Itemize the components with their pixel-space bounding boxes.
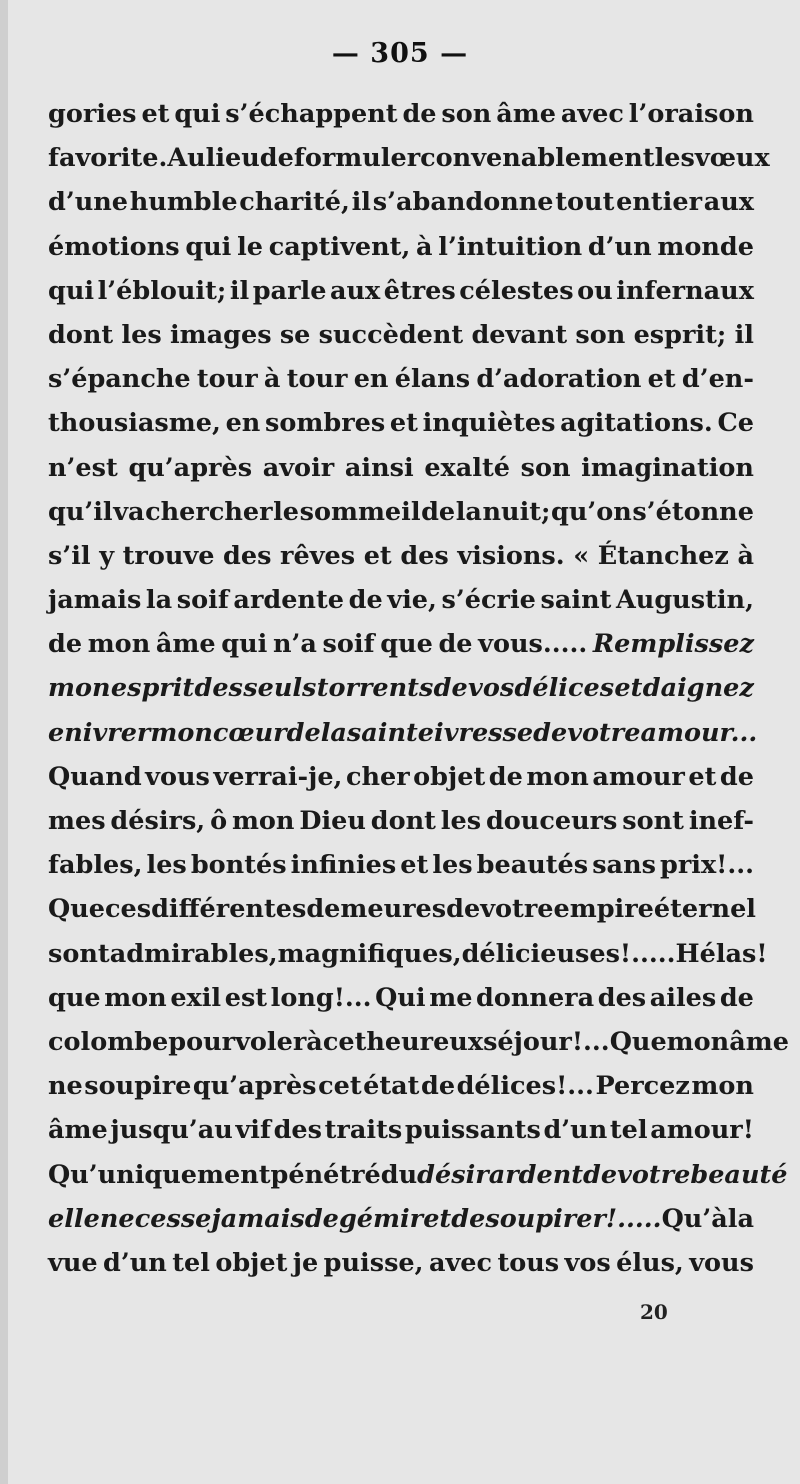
- word: s’étonne: [632, 496, 754, 527]
- word: de: [433, 673, 468, 704]
- word: ardente: [233, 585, 344, 616]
- word: d’en-: [681, 364, 754, 395]
- word: en: [353, 364, 389, 395]
- word: ou: [577, 275, 613, 306]
- word: seuls: [243, 673, 317, 704]
- text-line: [48, 1197, 754, 1241]
- word: mon: [104, 982, 167, 1013]
- word: les: [146, 850, 187, 881]
- word: âme: [729, 1026, 789, 1057]
- word: et: [141, 99, 170, 129]
- word: désir: [417, 1159, 489, 1190]
- word: Étanchez: [597, 540, 729, 571]
- word: Remplissez: [592, 629, 754, 660]
- word: son: [520, 452, 571, 483]
- word: âme: [496, 99, 556, 129]
- word: avec: [560, 99, 624, 129]
- word: et: [389, 408, 418, 439]
- word: rêves: [280, 540, 356, 571]
- word: douceurs: [485, 806, 618, 836]
- text-line: [48, 225, 754, 269]
- word: humble: [129, 187, 238, 218]
- word: inquiètes: [422, 408, 556, 439]
- word: âme: [155, 629, 216, 660]
- word: élus,: [616, 1247, 684, 1278]
- word: vie,: [387, 585, 437, 616]
- word: soif: [176, 585, 229, 616]
- word: et: [363, 540, 392, 571]
- text-line: [48, 843, 754, 887]
- word: pour: [168, 1026, 236, 1057]
- text-line: [48, 313, 754, 357]
- word: les: [121, 319, 162, 350]
- word: gories: [48, 99, 137, 129]
- word: sont: [622, 806, 684, 836]
- word: à: [263, 364, 281, 395]
- text-line: [48, 666, 754, 710]
- word: qu’il: [48, 496, 113, 527]
- word: Ce: [717, 408, 754, 439]
- text-line: [48, 92, 754, 136]
- word: amour...: [640, 717, 758, 748]
- word: à: [737, 540, 754, 571]
- word: en: [225, 408, 261, 439]
- word: ces: [104, 894, 152, 925]
- word: esprit: [110, 673, 195, 704]
- word: des: [194, 673, 243, 704]
- word: nuit;: [482, 496, 551, 527]
- text-line: [48, 401, 754, 445]
- word: agitations.: [560, 408, 713, 439]
- word: voler: [235, 1026, 307, 1057]
- word: il: [351, 187, 371, 218]
- word: je: [292, 1247, 319, 1278]
- word: Que: [48, 894, 105, 925]
- word: avoir: [262, 452, 335, 483]
- word: qui: [174, 99, 221, 129]
- word: dont: [48, 319, 114, 350]
- word: aux: [703, 187, 754, 218]
- word: et: [400, 850, 429, 881]
- word: de: [719, 761, 754, 792]
- word: prix!...: [660, 850, 754, 881]
- text-line: [48, 932, 768, 976]
- word: mon: [666, 1026, 730, 1057]
- word: convenablement: [420, 143, 655, 174]
- word: mon: [150, 717, 213, 748]
- word: mon: [87, 629, 151, 660]
- word: la: [145, 585, 173, 616]
- word: sainte: [346, 717, 435, 748]
- word: heureux: [366, 1026, 484, 1057]
- word: jamais: [211, 1203, 305, 1234]
- word: il: [734, 319, 754, 350]
- word: qui: [48, 275, 95, 306]
- word: mon: [231, 806, 295, 836]
- word: dont: [370, 806, 436, 836]
- word: y: [99, 540, 115, 571]
- word: séjour!...: [483, 1026, 610, 1057]
- word: monde: [657, 231, 754, 262]
- word: ô: [210, 806, 228, 836]
- word: admirables,: [109, 938, 278, 969]
- text-line: [48, 136, 770, 180]
- word: d’une: [48, 187, 129, 218]
- word: ardent: [488, 1159, 584, 1190]
- text-line: [48, 1241, 754, 1285]
- word: soupirer!.....: [485, 1203, 662, 1234]
- word: formuler: [293, 143, 421, 174]
- word: jamais: [48, 585, 142, 616]
- word: amour!: [650, 1115, 754, 1146]
- word: son: [441, 99, 492, 129]
- word: va: [113, 496, 145, 527]
- word: verrai-je,: [213, 761, 343, 792]
- word: célestes: [459, 275, 574, 306]
- word: l’éblouit;: [97, 275, 227, 306]
- word: Qui: [375, 982, 426, 1013]
- word: de: [48, 629, 83, 660]
- word: long!...: [270, 982, 372, 1013]
- signature-mark: 20: [640, 1300, 668, 1324]
- word: mon: [526, 761, 589, 792]
- word: les: [654, 143, 695, 174]
- word: aux: [329, 275, 381, 306]
- word: les: [440, 806, 482, 836]
- word: s’abandonne: [372, 187, 554, 218]
- word: le: [237, 231, 264, 262]
- word: et: [614, 673, 643, 704]
- word: de: [488, 761, 523, 792]
- word: le: [273, 496, 300, 527]
- word: pénétré: [270, 1159, 381, 1190]
- word: exalté: [424, 452, 510, 483]
- word: ivresse: [434, 717, 534, 748]
- word: ne: [48, 1071, 83, 1102]
- word: différentes: [151, 894, 307, 925]
- word: «: [573, 540, 590, 571]
- word: chercher: [145, 496, 273, 527]
- word: vous.....: [478, 629, 588, 660]
- word: puisse,: [323, 1247, 424, 1278]
- word: favorite.: [48, 143, 168, 174]
- word: tour: [286, 364, 348, 395]
- text-line: [48, 446, 754, 490]
- word: désirs,: [110, 806, 206, 836]
- word: fables,: [48, 850, 143, 881]
- word: visions.: [457, 540, 565, 571]
- word: cœur: [212, 717, 287, 748]
- word: donnera: [476, 982, 595, 1013]
- word: qui: [185, 231, 232, 262]
- text-line: [48, 269, 754, 313]
- word: images: [169, 319, 272, 350]
- word: Au: [167, 143, 206, 174]
- word: vœux: [694, 143, 770, 174]
- body-text: [48, 92, 789, 1285]
- word: soupire: [84, 1071, 192, 1102]
- word: de: [348, 585, 383, 616]
- word: thousiasme,: [48, 408, 221, 439]
- word: la: [455, 496, 482, 527]
- text-line: [48, 976, 754, 1020]
- word: l’oraison: [628, 99, 754, 129]
- word: ailes: [649, 982, 717, 1013]
- word: sans: [592, 850, 656, 881]
- word: saint: [540, 585, 612, 616]
- word: torrents: [316, 673, 434, 704]
- word: de: [304, 1203, 339, 1234]
- word: il: [229, 275, 250, 306]
- word: à: [306, 1026, 323, 1057]
- word: amour: [592, 761, 685, 792]
- word: trouve: [122, 540, 215, 571]
- word: cher: [345, 761, 410, 792]
- word: parle: [252, 275, 327, 306]
- word: s’épanche: [48, 364, 191, 395]
- word: mes: [48, 806, 106, 836]
- word: des: [597, 982, 647, 1013]
- word: qui: [221, 629, 268, 660]
- word: traits: [324, 1115, 403, 1146]
- word: objet: [215, 1247, 288, 1278]
- text-line: [48, 887, 754, 931]
- word: votre: [480, 894, 554, 925]
- word: infinies: [290, 850, 397, 881]
- word: vos: [564, 1247, 611, 1278]
- word: beauté: [690, 1159, 788, 1190]
- word: n’a: [272, 629, 317, 660]
- word: de: [420, 1071, 456, 1102]
- word: jusqu’au: [110, 1115, 233, 1146]
- word: se: [279, 319, 311, 350]
- page-number-header: — 305 —: [331, 38, 469, 69]
- word: mon: [48, 673, 111, 704]
- text-line: [48, 1064, 754, 1108]
- word: Quand: [48, 761, 142, 792]
- word: émotions: [48, 231, 180, 262]
- word: et: [688, 761, 717, 792]
- word: est: [224, 982, 268, 1013]
- word: sommeil: [299, 496, 421, 527]
- word: tous: [497, 1247, 560, 1278]
- word: délicieuses!.....: [461, 938, 676, 969]
- word: vif: [235, 1115, 271, 1146]
- word: d’un: [543, 1115, 608, 1146]
- word: qu’après: [128, 452, 253, 483]
- word: Percez: [595, 1071, 690, 1102]
- word: soif: [322, 629, 375, 660]
- word: état: [363, 1071, 420, 1102]
- word: vous: [689, 1247, 754, 1278]
- text-line: [48, 799, 754, 843]
- word: Dieu: [299, 806, 366, 836]
- word: d’un: [587, 231, 652, 262]
- word: gémir: [338, 1203, 424, 1234]
- word: enivrer: [48, 717, 151, 748]
- word: ainsi: [344, 452, 414, 483]
- word: beautés: [476, 850, 589, 881]
- word: des: [273, 1115, 322, 1146]
- word: sombres: [265, 408, 386, 439]
- word: objet: [413, 761, 486, 792]
- word: elle: [48, 1203, 100, 1234]
- word: l’intuition: [438, 231, 583, 262]
- word: délices!...: [456, 1071, 594, 1102]
- word: de: [421, 496, 456, 527]
- word: délices: [514, 673, 615, 704]
- word: votre: [617, 1159, 691, 1190]
- word: sont: [48, 938, 110, 969]
- word: avec: [428, 1247, 493, 1278]
- word: exil: [170, 982, 222, 1013]
- word: s’échappent: [225, 99, 398, 129]
- word: de: [259, 143, 294, 174]
- text-line: [48, 1108, 754, 1152]
- word: vos: [468, 673, 515, 704]
- word: et: [423, 1203, 452, 1234]
- word: qu’après: [192, 1071, 317, 1102]
- word: esprit;: [633, 319, 727, 350]
- word: inef-: [688, 806, 754, 836]
- word: tel: [172, 1247, 210, 1278]
- word: lieu: [205, 143, 260, 174]
- word: et: [647, 364, 676, 395]
- text-line: [48, 1153, 788, 1197]
- word: Augustin,: [616, 585, 754, 616]
- word: d’adoration: [476, 364, 642, 395]
- word: Hélas!: [675, 938, 768, 969]
- word: de: [533, 717, 568, 748]
- word: empire: [553, 894, 654, 925]
- word: demeures: [306, 894, 447, 925]
- word: s’écrie: [441, 585, 536, 616]
- word: âme: [48, 1115, 108, 1146]
- word: imagination: [581, 452, 754, 483]
- word: me: [429, 982, 473, 1013]
- word: éternel: [653, 894, 756, 925]
- text-line: [48, 711, 758, 755]
- word: êtres: [383, 275, 456, 306]
- word: n’est: [48, 452, 118, 483]
- text-line: [48, 490, 754, 534]
- word: les: [432, 850, 473, 881]
- word: tour: [196, 364, 258, 395]
- word: colombe: [48, 1026, 169, 1057]
- page-edge: [0, 0, 8, 1484]
- text-line: [48, 622, 754, 666]
- word: tel: [609, 1115, 648, 1146]
- word: d’un: [103, 1247, 167, 1278]
- word: succèdent: [318, 319, 464, 350]
- word: s’il: [48, 540, 91, 571]
- text-line: [48, 534, 754, 578]
- text-line: [48, 755, 754, 799]
- word: des: [400, 540, 449, 571]
- word: que: [380, 629, 433, 660]
- word: qu’on: [551, 496, 632, 527]
- word: de: [286, 717, 321, 748]
- word: de: [583, 1159, 618, 1190]
- word: mon: [691, 1071, 754, 1102]
- word: infernaux: [616, 275, 754, 306]
- word: magnifiques,: [277, 938, 462, 969]
- word: tout: [555, 187, 615, 218]
- word: charité,: [239, 187, 350, 218]
- word: Que: [609, 1026, 667, 1057]
- word: daignez: [642, 673, 754, 704]
- text-line: [48, 1020, 789, 1064]
- word: bontés: [190, 850, 287, 881]
- word: Qu’à: [661, 1203, 728, 1234]
- word: que: [48, 982, 101, 1013]
- word: votre: [567, 717, 641, 748]
- word: vous: [145, 761, 210, 792]
- word: la: [727, 1203, 754, 1234]
- word: cet: [318, 1071, 362, 1102]
- word: de: [719, 982, 754, 1013]
- word: la: [320, 717, 347, 748]
- word: de: [451, 1203, 486, 1234]
- word: de: [446, 894, 481, 925]
- word: son: [575, 319, 626, 350]
- text-line: [48, 180, 754, 224]
- word: à: [416, 231, 433, 262]
- word: vue: [48, 1247, 98, 1278]
- word: du: [380, 1159, 418, 1190]
- word: captivent,: [268, 231, 411, 262]
- word: cesse: [134, 1203, 212, 1234]
- word: élans: [394, 364, 471, 395]
- text-line: [48, 357, 754, 401]
- word: puissants: [404, 1115, 541, 1146]
- word: de: [402, 99, 437, 129]
- word: Qu’uniquement: [48, 1159, 271, 1190]
- word: devant: [471, 319, 568, 350]
- word: de: [438, 629, 473, 660]
- word: cet: [322, 1026, 367, 1057]
- word: entier: [616, 187, 702, 218]
- text-line: [48, 578, 754, 622]
- word: des: [223, 540, 272, 571]
- word: ne: [99, 1203, 135, 1234]
